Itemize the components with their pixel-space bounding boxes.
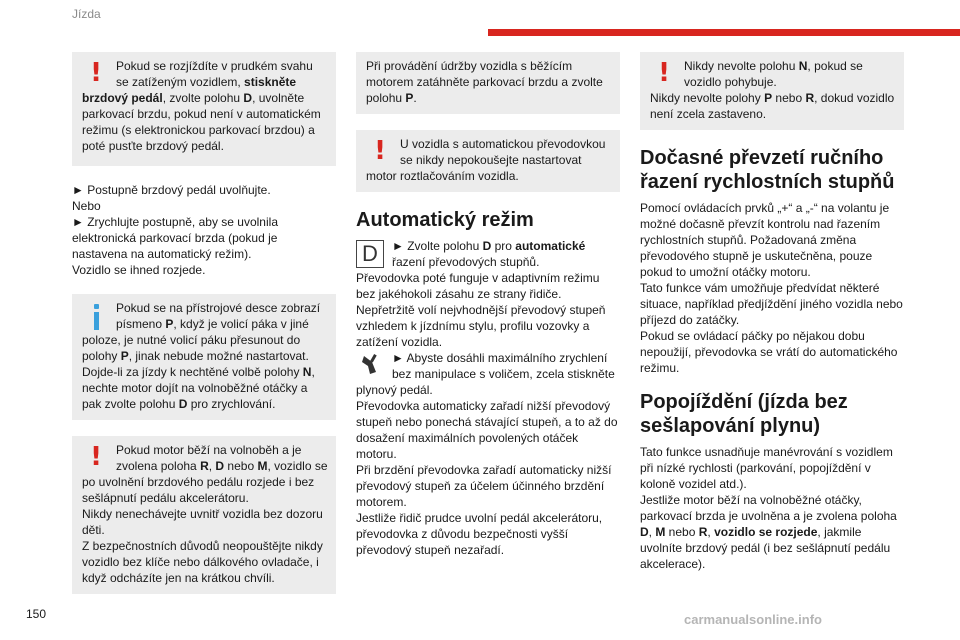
drive-mode-icon: D: [356, 240, 384, 268]
warning-icon: !: [658, 58, 670, 88]
paragraph-line: Převodovka poté funguje v adaptivním režimu bez jakéhokoli zásahu ze strany řidiče.: [356, 271, 600, 301]
note-text: Pokud motor běží na volnoběh a je zvolena poloha: [116, 443, 302, 473]
note-text: , když je volicí páka v jiné poloze, je nutné volicí páku přesunout do polohy: [82, 317, 309, 363]
warning-icon: !: [90, 58, 102, 88]
note-text: pro zrychlování.: [187, 397, 276, 411]
paragraph-line: [640, 492, 904, 572]
note-text: Při provádění údržby vozidla s běžícím motorem zatáhněte parkovací brzdu a zvolte polohu: [366, 59, 603, 105]
warning-icon: !: [374, 136, 386, 166]
paragraph-bold: vozidlo se rozjede: [714, 525, 818, 539]
accelerate-icon: [356, 352, 384, 380]
column-1: [72, 52, 336, 610]
gear-letter: D: [178, 397, 188, 411]
warning-icon: !: [90, 442, 102, 472]
paragraph-line: Vozidlo se ihned rozjede.: [72, 263, 206, 277]
item-text: řazení převodových stupňů.: [392, 255, 540, 269]
note-bold: stiskněte brzdový pedál: [82, 75, 297, 105]
gear-letter: R: [200, 459, 209, 473]
gear-letter: D: [215, 459, 225, 473]
watermark: carmanualsonline.info: [684, 612, 822, 627]
note-text: Nikdy nevolte polohy: [650, 91, 765, 105]
paragraph-line: Nebo: [72, 199, 101, 213]
note-text: Nikdy nenechávejte uvnitř vozidla bez dozoru děti.: [82, 507, 323, 537]
section-heading: Automatický režim: [356, 209, 534, 231]
info-icon: [82, 300, 110, 330]
warning-note: [356, 130, 620, 192]
gear-letter: M: [257, 459, 268, 473]
separator: nebo: [665, 525, 699, 539]
paragraph-line: ► Zrychlujte postupně, aby se uvolnila elektronická parkovací brzda (pokud je nastavena na automatický režim).: [72, 215, 278, 261]
gear-letter: D: [243, 91, 253, 105]
info-box: [356, 52, 620, 114]
section-heading: Dočasné převzetí ručního řazení rychlostních stupňů: [640, 147, 895, 193]
paragraph-line: Tato funkce usnadňuje manévrování s vozidlem při nízké rychlosti (parkování, popojíždění v koloně vozidel atd.).: [640, 445, 893, 491]
item-text: ► Abyste dosáhli maximálního zrychlení bez manipulace s voličem, zcela stiskněte plynový pedál.: [356, 351, 615, 397]
paragraph-line: Jestliže řidič prudce uvolní pedál akcelerátoru, převodovka z důvodu bezpečnosti vyšší převodový stupeň nezařadí.: [356, 511, 603, 557]
gear-letter: P: [165, 317, 174, 331]
item-bold: automatické: [515, 239, 586, 253]
paragraph-line: ► Postupně brzdový pedál uvolňujte.: [72, 183, 271, 197]
paragraph-line: Pokud se ovládací páčky po nějakou dobu nepoužijí, převodovka se vrátí do automatického režimu.: [640, 329, 898, 375]
note-text: .: [413, 91, 417, 105]
paragraph-line: Nepřetržitě volí nejvhodnější převodový stupeň vzhledem k jízdnímu stylu, profilu vozovky a zatížení vozidla.: [356, 303, 606, 349]
accelerate-item: [356, 350, 620, 398]
gear-letter: M: [655, 525, 666, 539]
separator: ,: [208, 459, 216, 473]
separator: ,: [707, 525, 715, 539]
note-text: , jinak nebude možné nastartovat.: [128, 349, 309, 363]
section-title: Jízda: [72, 7, 101, 21]
separator: nebo: [224, 459, 258, 473]
column-2: [356, 52, 620, 558]
note-text: , zvolte polohu: [162, 91, 244, 105]
note-text: , uvolněte parkovací brzdu, pokud není v automatickém režimu (s elektronickou parkovací brzdou) a poté pusťte brzdový pedál.: [82, 91, 321, 153]
note-text: , vozidlo se po uvolnění brzdového pedálu rozjede i bez sešlápnutí pedálu akcelerátoru.: [82, 459, 328, 505]
gear-letter: D: [640, 525, 649, 539]
gear-letter: N: [302, 365, 312, 379]
paragraph-line: Převodovka automaticky zařadí nižší převodový stupeň nebo ponechá stávající stupeň, a to až do dosažení maximálních povolených otáček motoru.: [356, 399, 618, 461]
paragraph-line: Tato funkce vám umožňuje předvídat některé situace, například předjíždění jiného vozidla nebo příjezd do zatáčky.: [640, 281, 903, 327]
note-text: U vozidla s automatickou převodovkou se nikdy nepokoušejte nastartovat motor roztlačováním vozidla.: [366, 137, 606, 183]
body-paragraph: [640, 200, 904, 376]
auto-mode-item: [356, 238, 620, 270]
note-text: Pokud se na přístrojové desce zobrazí písmeno: [116, 301, 321, 331]
gear-letter: D: [482, 239, 492, 253]
section-heading: Popojíždění (jízda bez sešlapování plynu): [640, 391, 848, 437]
paragraph-text: , jakmile uvolníte brzdový pedál (i bez sešlápnutí pedálu akcelerace).: [640, 525, 891, 571]
gear-letter: R: [805, 91, 815, 105]
paragraph-text: Jestliže motor běží na volnoběžné otáčky, parkovací brzda je uvolněna a je zvolena poloha: [640, 493, 897, 523]
note-text: nebo: [772, 91, 806, 105]
gear-letter: P: [120, 349, 129, 363]
note-text: , nechte motor dojít na volnoběžné otáčky a pak zvolte polohu: [82, 365, 315, 411]
note-text: , dokud vozidlo není zcela zastaveno.: [650, 91, 895, 121]
gear-letter: P: [405, 91, 414, 105]
note-text: Z bezpečnostních důvodů neopouštějte nikdy vozidlo bez klíče nebo dálkového ovladače, i když odcházíte jen na krátkou chvíli.: [82, 539, 323, 585]
info-note: [72, 294, 336, 420]
body-paragraph: [356, 398, 620, 558]
body-paragraph: [72, 182, 336, 278]
gear-letter: P: [764, 91, 773, 105]
column-3: [640, 52, 904, 572]
body-paragraph: [640, 444, 904, 572]
header-accent-bar: [488, 29, 960, 36]
item-text: pro: [491, 239, 516, 253]
note-text: Nikdy nevolte polohu: [684, 59, 799, 73]
note-text: , pokud se vozidlo pohybuje.: [684, 59, 863, 89]
item-text: ► Zvolte polohu: [392, 239, 483, 253]
paragraph-line: Při brzdění převodovka zařadí automaticky nižší převodový stupeň za účelem účinného brzdění motorem.: [356, 463, 612, 509]
separator: ,: [648, 525, 656, 539]
note-text: Dojde-li za jízdy k nechtěné volbě polohy: [82, 365, 303, 379]
note-text: Pokud se rozjíždíte v prudkém svahu se zatíženým vozidlem,: [116, 59, 313, 89]
body-paragraph: [356, 270, 620, 350]
page-number: 150: [26, 607, 47, 621]
gear-letter: R: [698, 525, 708, 539]
warning-note: [72, 436, 336, 594]
warning-note: [72, 52, 336, 166]
gear-letter: N: [798, 59, 808, 73]
paragraph-line: Pomocí ovládacích prvků „+“ a „-“ na volantu je možné dočasně převzít kontrolu nad řazením rychlostních stupňů. Požadovaná změna převodového stupně je uskutečněna, pouze pokud to umožní otáčky motoru.: [640, 201, 890, 279]
warning-note: [640, 52, 904, 130]
